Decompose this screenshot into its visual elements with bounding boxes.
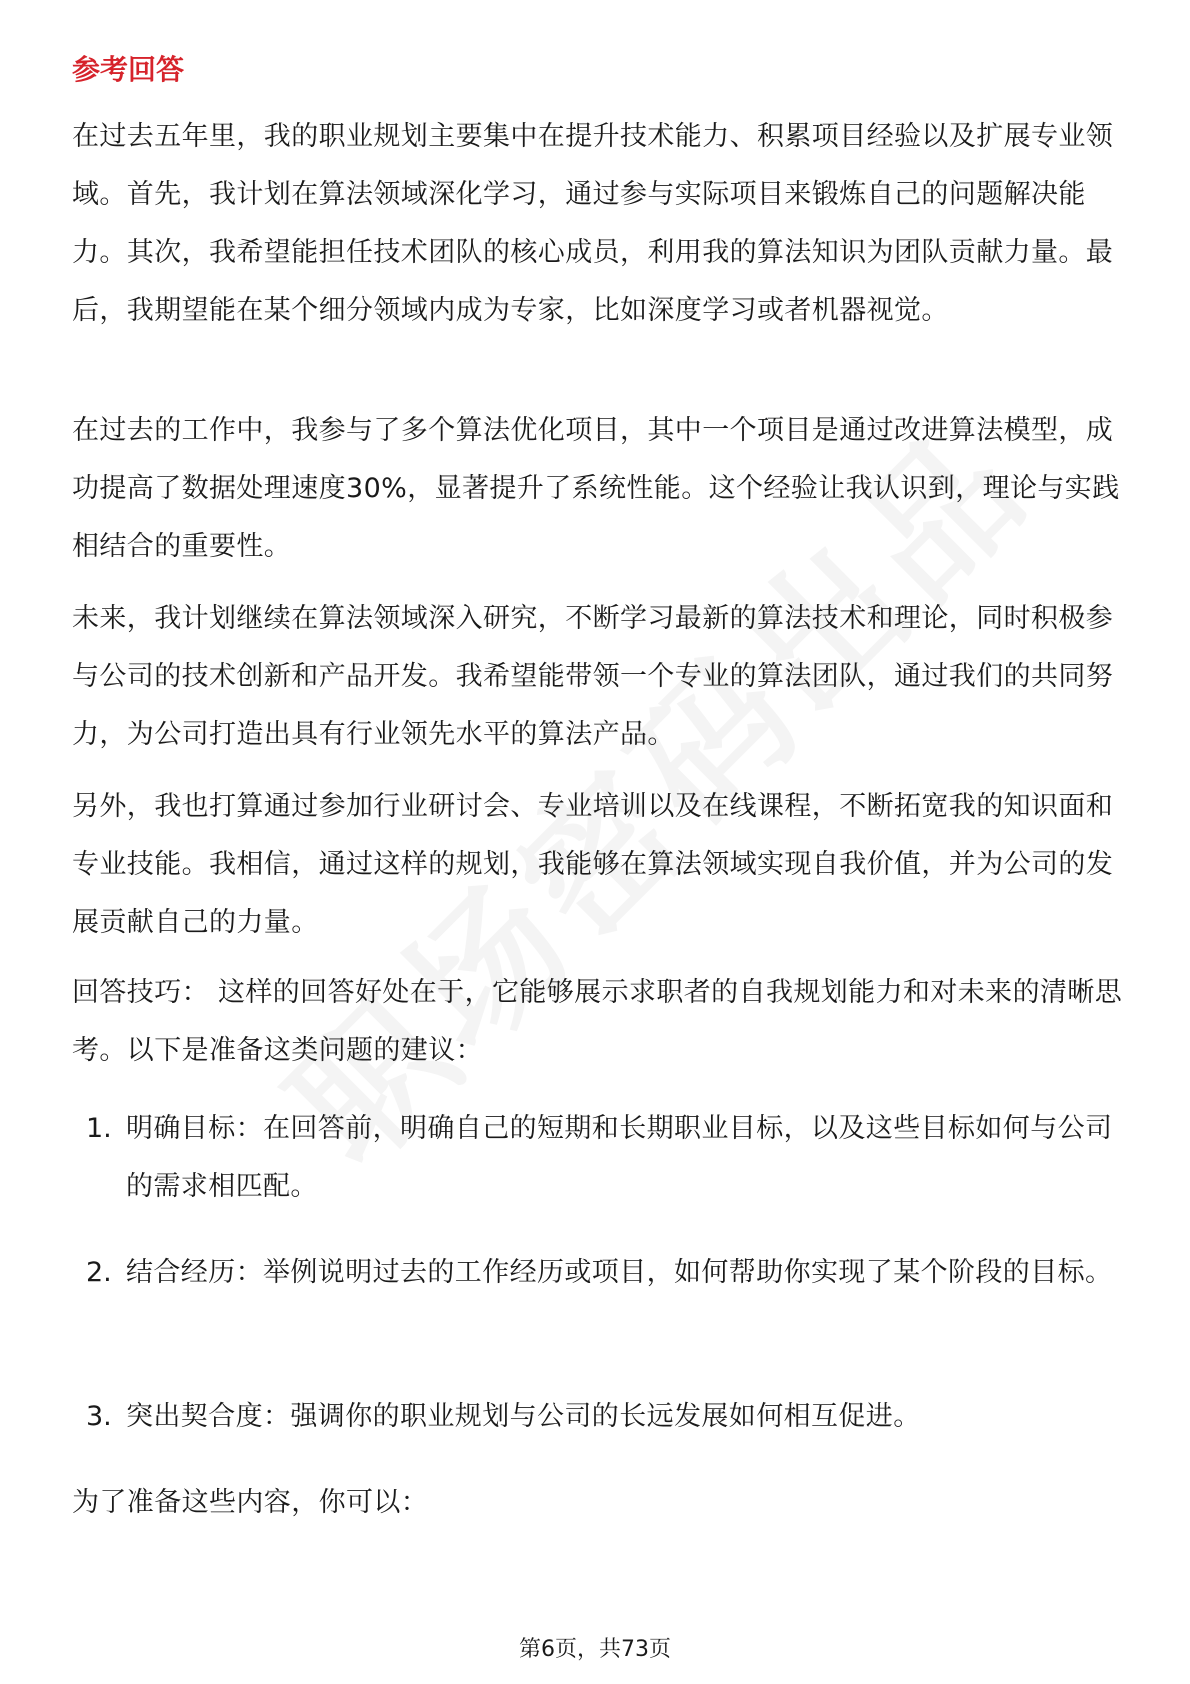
page-footer: 第6页，共73页 [519, 1637, 671, 1662]
list-number: 2. [86, 1257, 112, 1288]
tips-paragraph: 回答技巧： 这样的回答好处在于，它能够展示求职者的自我规划能力和对未来的清晰思考。以下是准备这类问题的建议： [72, 977, 1123, 1066]
paragraph-4: 另外，我也打算通过参加行业研讨会、专业培训以及在线课程，不断拓宽我的知识面和专业技能。我相信，通过这样的规划，我能够在算法领域实现自我价值，并为公司的发展贡献自己的力量。 [72, 791, 1114, 938]
section-heading: 参考回答 [72, 53, 185, 86]
list-number: 1. [86, 1113, 112, 1144]
paragraph-1: 在过去五年里，我的职业规划主要集中在提升技术能力、积累项目经验以及扩展专业领域。首先，我计划在算法领域深化学习，通过参与实际项目来锻炼自己的问题解决能力。其次，我希望能担任技术团队的核心成员，利用我的算法知识为团队贡献力量。最后，我期望能在某个细分领域内成为专家，比如深度学习或者机器视觉。 [72, 121, 1114, 326]
list-text: 突出契合度：强调你的职业规划与公司的长远发展如何相互促进。 [126, 1401, 921, 1432]
paragraph-3: 未来，我计划继续在算法领域深入研究，不断学习最新的算法技术和理论，同时积极参与公司的技术创新和产品开发。我希望能带领一个专业的算法团队，通过我们的共同努力，为公司打造出具有行业领先水平的算法产品。 [72, 603, 1114, 750]
list-text: 结合经历：举例说明过去的工作经历或项目，如何帮助你实现了某个阶段的目标。 [126, 1257, 1113, 1288]
list-number: 3. [86, 1401, 112, 1432]
list-text: 明确目标：在回答前，明确自己的短期和长期职业目标，以及这些目标如何与公司的需求相匹配。 [126, 1113, 1113, 1202]
closing-paragraph: 为了准备这些内容，你可以： [72, 1487, 429, 1518]
paragraph-2: 在过去的工作中，我参与了多个算法优化项目，其中一个项目是通过改进算法模型，成功提高了数据处理速度30%，显著提升了系统性能。这个经验让我认识到，理论与实践相结合的重要性。 [72, 415, 1120, 562]
